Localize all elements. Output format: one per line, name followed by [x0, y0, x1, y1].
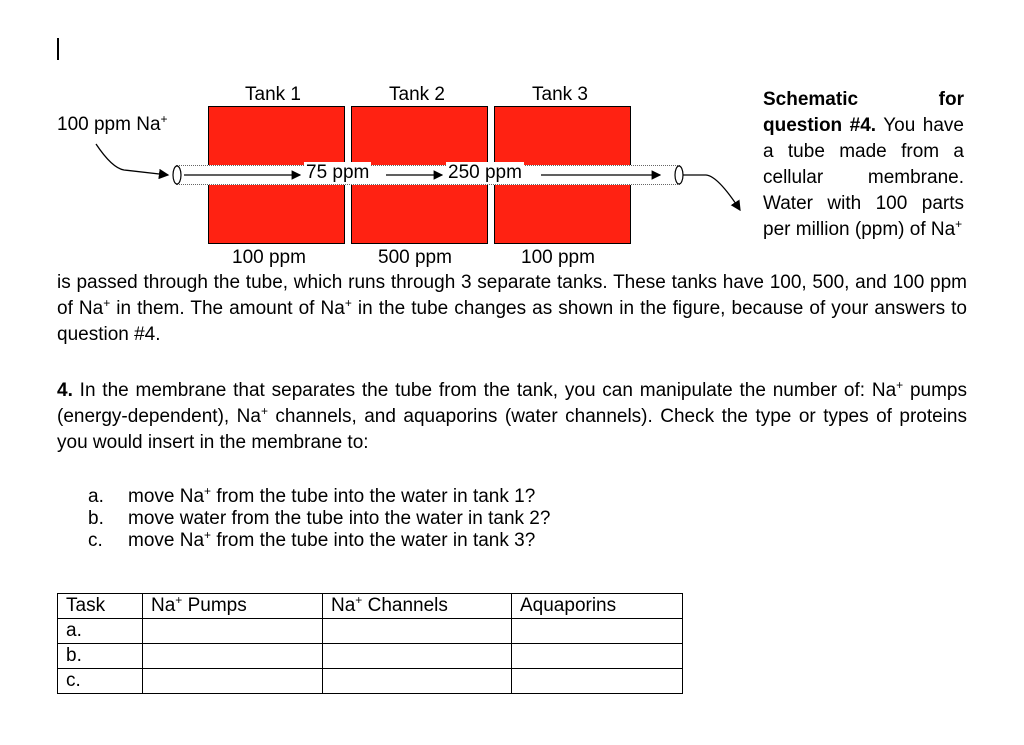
table-header-row [58, 594, 683, 619]
tank-3-label: Tank 3 [532, 84, 588, 105]
tank-2-concentration: 500 ppm [378, 247, 452, 268]
cell-c-aquaporins[interactable] [512, 669, 683, 694]
cell-b-channels[interactable] [323, 644, 512, 669]
cell-b-aquaporins[interactable] [512, 644, 683, 669]
input-concentration-label: 100 ppm Na+ [57, 112, 168, 135]
flow-arrows [0, 0, 780, 245]
cell-c-pumps[interactable] [143, 669, 323, 694]
table-row [58, 644, 683, 669]
answer-table [57, 593, 683, 694]
question-number: 4. [57, 380, 73, 401]
intro-paragraph: is passed through the tube, which runs through 3 separate tanks. These tanks have 100, 500, and 100 ppm of Na+ in them. The amount of Na+ in the tube changes as shown in the figure, because of your answers to question #4. [57, 272, 967, 345]
cell-b-pumps[interactable] [143, 644, 323, 669]
tank-1-concentration: 100 ppm [232, 247, 306, 268]
table-row [58, 619, 683, 644]
row-label-c: c. [58, 669, 143, 694]
row-label-a: a. [58, 619, 143, 644]
caption-text: You have a tube made from a cellular membrane. Water with 100 parts per million (ppm) of Na [763, 115, 964, 240]
tank-3-concentration: 100 ppm [521, 247, 595, 268]
schematic-caption: Schematic for question #4. You have a tube made from a cellular membrane. Water with 100 parts per million (ppm) of Na+ [763, 89, 964, 240]
tube-concentration-2: 250 ppm [448, 162, 522, 183]
sub-question-a: a. move Na+ from the tube into the water in tank 1? [88, 484, 536, 507]
caption-heading: Schematic for question #4. [763, 89, 964, 136]
tank-1-label: Tank 1 [245, 84, 301, 105]
cell-c-channels[interactable] [323, 669, 512, 694]
cell-a-channels[interactable] [323, 619, 512, 644]
header-na-channels: Na+ Channels [323, 594, 512, 619]
question-4-paragraph: 4. In the membrane that separates the tube from the tank, you can manipulate the number of: Na+ pumps (energy-dependent), Na+ channels, and aquaporins (water channels). Check the type or types of proteins you would insert in the membrane to: [57, 378, 968, 453]
cell-a-aquaporins[interactable] [512, 619, 683, 644]
sub-question-c: c. move Na+ from the tube into the water in tank 3? [88, 528, 536, 551]
tube-concentration-1: 75 ppm [306, 162, 370, 183]
header-aquaporins: Aquaporins [512, 594, 683, 619]
sub-question-list [88, 486, 788, 552]
table-row [58, 669, 683, 694]
row-label-b: b. [58, 644, 143, 669]
tank-2-label: Tank 2 [389, 84, 445, 105]
header-na-pumps: Na+ Pumps [143, 594, 323, 619]
cell-a-pumps[interactable] [143, 619, 323, 644]
header-task: Task [58, 594, 143, 619]
sub-question-b: b. move water from the tube into the water in tank 2? [88, 508, 551, 529]
